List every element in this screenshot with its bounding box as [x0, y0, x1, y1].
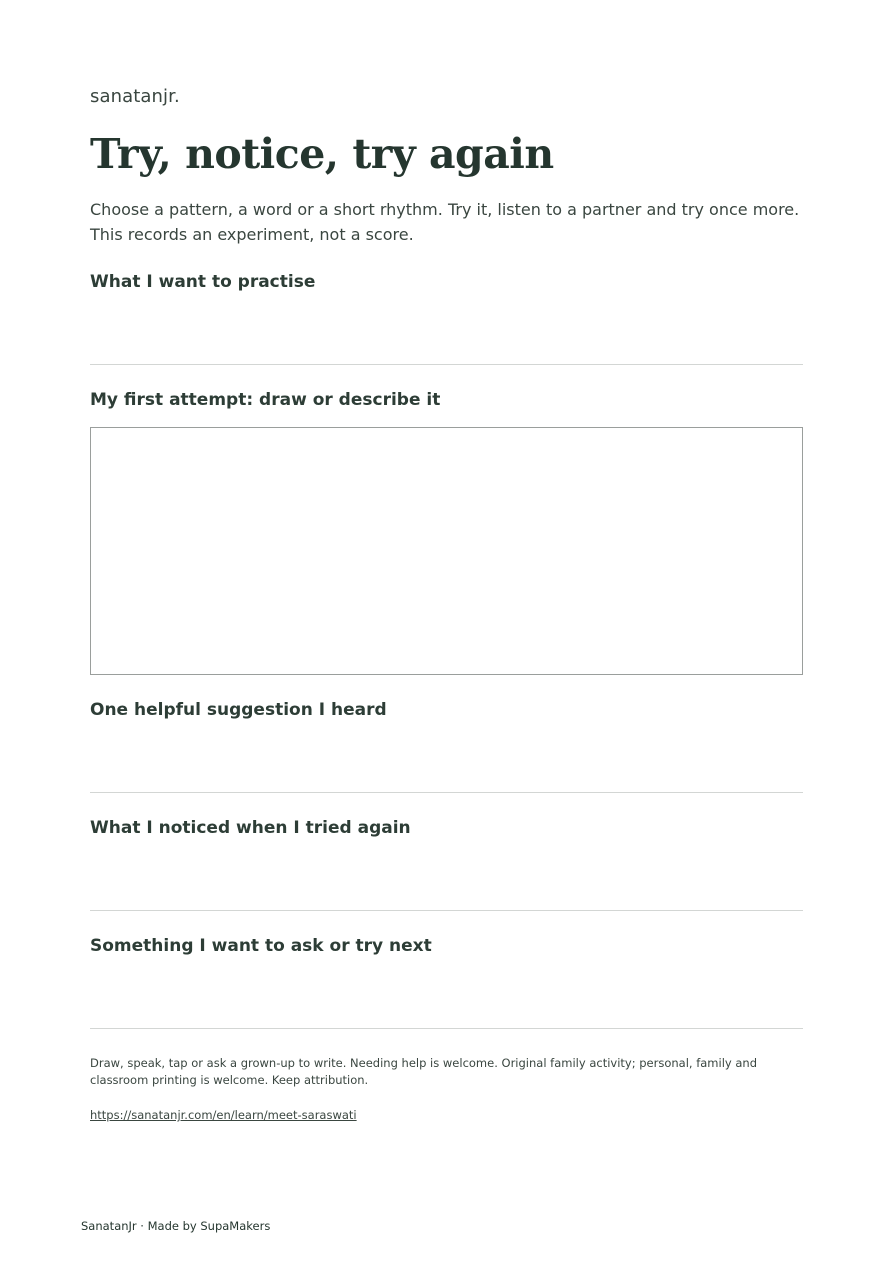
- noticed-label: What I noticed when I tried again: [90, 818, 411, 838]
- next-step-label: Something I want to ask or try next: [90, 936, 432, 956]
- brand-logo-text: sanatanjr.: [90, 86, 180, 107]
- suggestion-answer-line[interactable]: [90, 792, 803, 793]
- suggestion-label: One helpful suggestion I heard: [90, 700, 387, 720]
- footer-credit: SanatanJr · Made by SupaMakers: [81, 1219, 271, 1233]
- page-title: Try, notice, try again: [90, 130, 554, 178]
- first-attempt-drawing-box[interactable]: [90, 427, 803, 675]
- practise-answer-line[interactable]: [90, 364, 803, 365]
- noticed-answer-line[interactable]: [90, 910, 803, 911]
- help-note: Draw, speak, tap or ask a grown-up to write. Needing help is welcome. Original family activity; personal, family and classroom printing is welcome. Keep attribution.: [90, 1056, 757, 1087]
- intro-text: Choose a pattern, a word or a short rhythm. Try it, listen to a partner and try once more. This records an experiment, not a score.: [90, 200, 800, 244]
- next-step-answer-line[interactable]: [90, 1028, 803, 1029]
- practise-label: What I want to practise: [90, 272, 316, 292]
- source-link[interactable]: https://sanatanjr.com/en/learn/meet-saraswati: [90, 1108, 357, 1122]
- first-attempt-label: My first attempt: draw or describe it: [90, 390, 441, 410]
